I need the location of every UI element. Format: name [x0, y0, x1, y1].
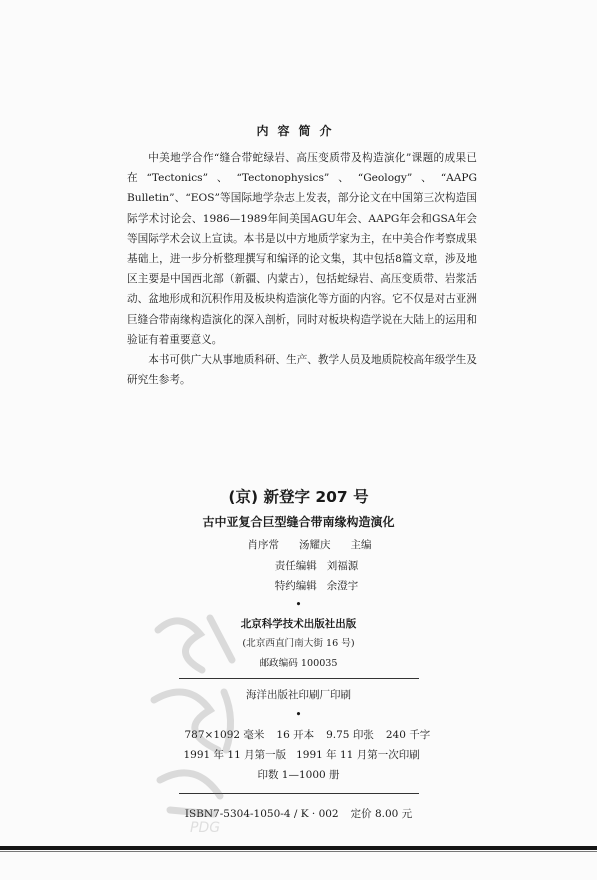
spec-item: 16 开本: [276, 729, 315, 741]
intro-body: [127, 148, 477, 390]
publisher: 北京科学技术出版社出版: [240, 618, 357, 630]
bullet-divider: •: [295, 708, 302, 721]
isbn: ISBN7-5304-1050-4 / K · 002: [184, 808, 339, 820]
publisher-address: (北京西直门南大街 16 号): [242, 638, 355, 649]
scan-edge-shadow: [0, 851, 597, 852]
format-spec: [179, 725, 431, 745]
watermark-label: PDG: [190, 820, 221, 836]
postal-code: 邮政编码 100035: [259, 658, 338, 669]
intro-title: 内容简介: [256, 124, 341, 138]
spec-item: 9.75 印张: [326, 729, 374, 741]
chief-editors: [0, 534, 597, 556]
intro-paragraph: 本书可供广大从事地质科研、生产、教学人员及地质院校高年级学生及研究生参考。: [127, 354, 477, 387]
printer: 海洋出版社印刷厂印刷: [246, 689, 351, 701]
book-title: 古中亚复合巨型缝合带南缘构造演化: [202, 515, 395, 529]
edition-date: 1991 年 11 月第一版: [183, 749, 287, 761]
price: 定价 8.00 元: [350, 808, 413, 820]
printing-date: 1991 年 11 月第一次印刷: [296, 749, 420, 761]
editor-name: 汤耀庆: [299, 539, 331, 551]
responsible-editor: [0, 556, 597, 576]
scan-edge-line: [0, 846, 597, 850]
editor-name: 肖序常: [247, 539, 279, 551]
isbn-line: [179, 806, 419, 821]
edition-dates: [179, 745, 419, 765]
imprint-block: [0, 484, 597, 821]
staff-role: 责任编辑: [274, 560, 317, 572]
guest-editor: [0, 576, 597, 596]
staff-name: 余澄宇: [326, 580, 359, 592]
editor-role: 主编: [350, 539, 372, 551]
intro-paragraph: 中美地学合作“缝合带蛇绿岩、高压变质带及构造演化”课题的成果已在“Tectonics”、“Tectonophysics”、“Geology”、“AAPG Bulletin”、“EOS”等国际地学杂志上发表，部分论文在中国第三次构造国际学术讨论会、1986—1989年间美国AGU年会、AAPG年会和GSA年会等国际学术会议上宣读。本书是以中方地质学家为主，在中美合作考察成果基础上，进一步分析整理撰写和编译的论文集，其中包括8篇文章，涉及地区主要是中国西北部（新疆、内蒙古），包括蛇绿岩、高压变质带、岩浆活动、盆地形成和沉积作用及板块构造演化等方面的内容。它不仅是对古亚洲巨缝合带南缘构造演化的深入剖析，同时对板块构造学说在大陆上的运用和验证有着重要意义。: [127, 152, 477, 346]
spec-item: 787×1092 毫米: [184, 729, 265, 741]
staff-name: 刘福源: [326, 560, 359, 572]
print-info-box: [179, 678, 431, 794]
license-number: (京) 新登字 207 号: [228, 488, 369, 506]
print-run: 印数 1—1000 册: [257, 769, 340, 781]
spec-item: 240 千字: [385, 729, 431, 741]
bullet-divider: •: [295, 598, 302, 611]
staff-role: 特约编辑: [274, 580, 317, 592]
